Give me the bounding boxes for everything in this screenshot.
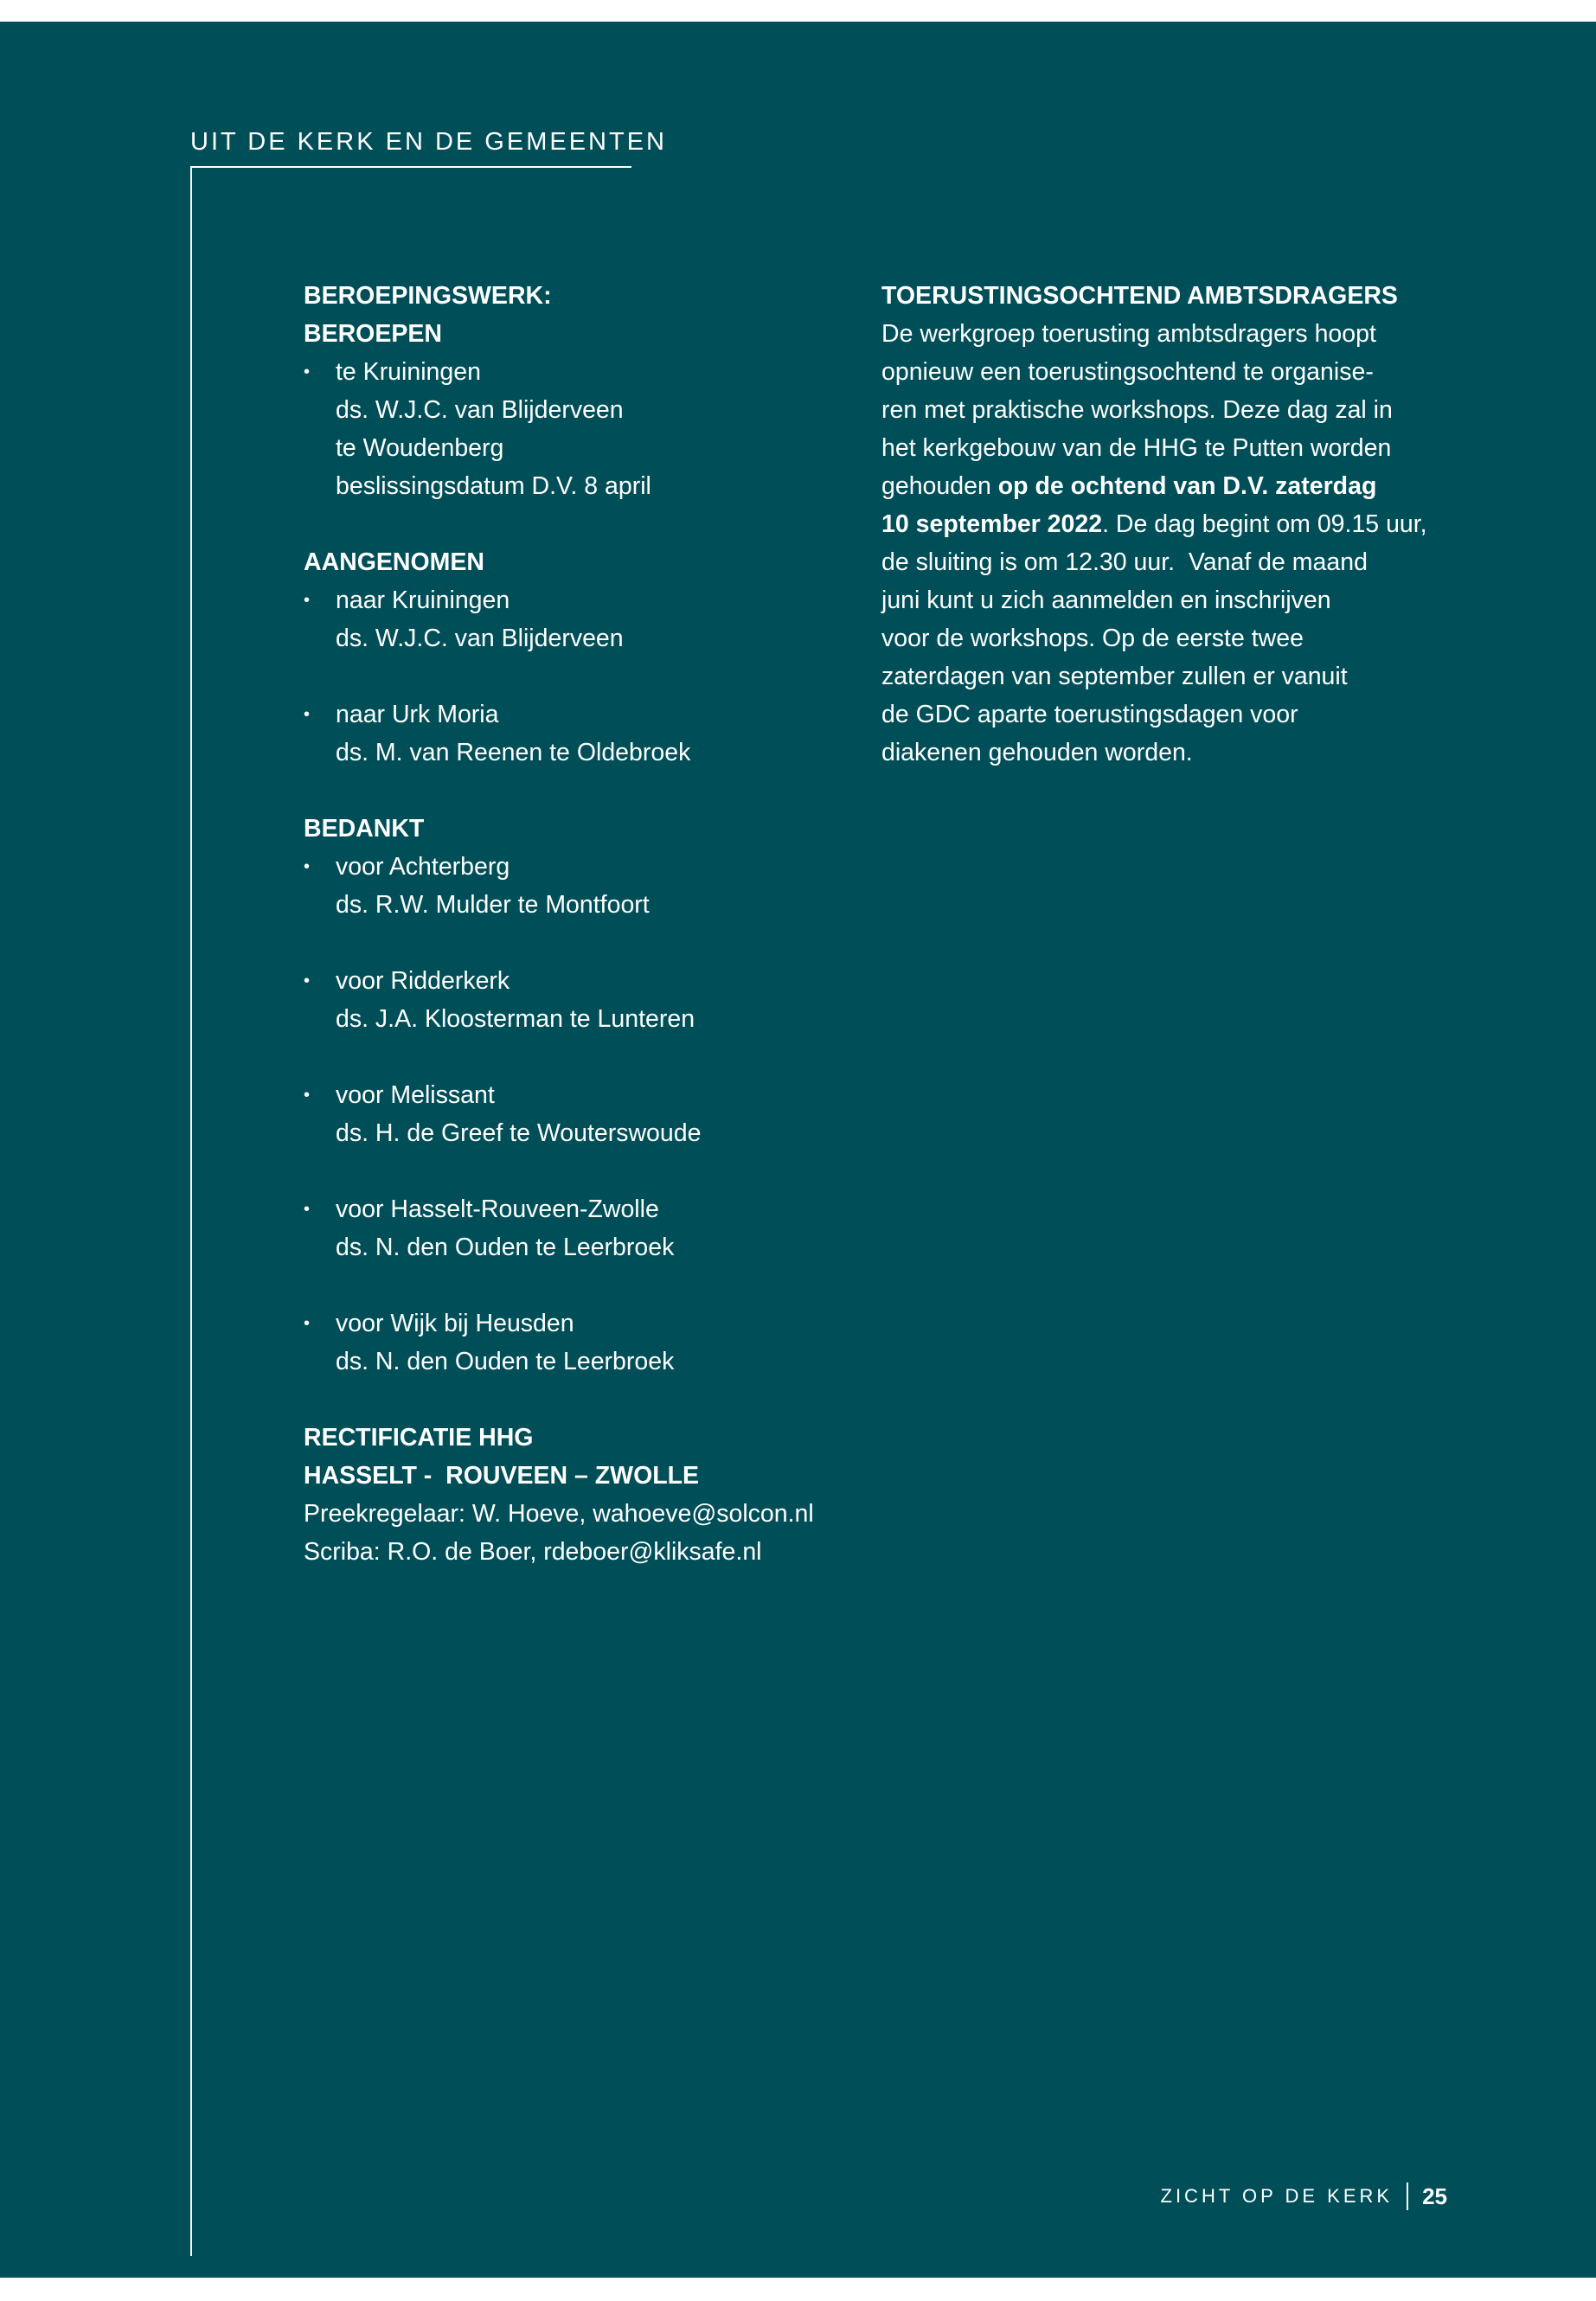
right-column <box>881 277 1435 772</box>
bullet-icon: • <box>304 971 311 990</box>
beroepen-heading: BEROEPEN <box>304 320 442 348</box>
magazine-title: ZICHT OP DE KERK <box>1160 2185 1394 2207</box>
bullet-icon: • <box>304 591 311 610</box>
list-item-detail: ds. J.A. Kloosterman te Lunteren <box>336 1005 695 1033</box>
bullet-icon: • <box>304 362 311 381</box>
list-item-detail: ds. R.W. Mulder te Montfoort <box>336 891 650 919</box>
toerusting-heading: TOERUSTINGSOCHTEND AMBTSDRAGERS <box>881 282 1398 310</box>
beroepingswerk-heading: BEROEPINGSWERK: <box>304 282 552 310</box>
page-footer <box>1161 2182 1448 2210</box>
toerusting-line: voor de workshops. Op de eerste twee <box>881 625 1304 652</box>
list-item-detail: ds. H. de Greef te Wouterswoude <box>336 1119 702 1147</box>
list-item <box>304 1076 840 1152</box>
list-item <box>304 1190 840 1266</box>
list-item <box>304 962 840 1038</box>
vertical-rule <box>190 166 192 2256</box>
header-rule <box>190 166 631 168</box>
list-item-place: voor Hasselt-Rouveen-Zwolle <box>336 1195 659 1223</box>
toerusting-line: de sluiting is om 12.30 uur. Vanaf de maand <box>881 548 1368 576</box>
toerusting-date-highlight: op de ochtend van D.V. zaterdag <box>997 472 1377 500</box>
list-item-place: naar Kruiningen <box>336 586 510 614</box>
rectificatie-subheading: HASSELT - ROUVEEN – ZWOLLE <box>304 1462 700 1490</box>
toerusting-line: opnieuw een toerustingsochtend te organise- <box>881 358 1374 386</box>
list-item <box>304 581 840 657</box>
toerusting-line: zaterdagen van september zullen er vanuit <box>881 663 1348 690</box>
list-item-detail: ds. W.J.C. van Blijderveen <box>336 396 624 424</box>
beroepen-list <box>304 353 840 505</box>
toerusting-line: De werkgroep toerusting ambtsdragers hoopt <box>881 320 1376 348</box>
bullet-icon: • <box>304 1314 311 1333</box>
toerusting-date-highlight: 10 september 2022 <box>881 510 1103 538</box>
list-item <box>304 1304 840 1381</box>
footer-divider <box>1407 2182 1408 2210</box>
toerusting-line: diakenen gehouden worden. <box>881 739 1193 766</box>
list-item-detail: beslissingsdatum D.V. 8 april <box>336 472 651 500</box>
list-item <box>304 353 840 505</box>
list-item-place: te Kruiningen <box>336 358 481 386</box>
bedankt-heading: BEDANKT <box>304 815 425 843</box>
bullet-icon: • <box>304 1086 311 1105</box>
list-item-detail: ds. M. van Reenen te Oldebroek <box>336 739 691 766</box>
list-item-detail: ds. W.J.C. van Blijderveen <box>336 625 624 652</box>
rectificatie-heading: RECTIFICATIE HHG <box>304 1424 534 1452</box>
left-column <box>304 277 840 1571</box>
rectificatie-preekregelaar: Preekregelaar: W. Hoeve, wahoeve@solcon.nl <box>304 1500 814 1528</box>
toerusting-line: ren met praktische workshops. Deze dag zal in <box>881 396 1393 424</box>
rectificatie-scriba: Scriba: R.O. de Boer, rdeboer@kliksafe.nl <box>304 1538 762 1566</box>
toerusting-line: de GDC aparte toerustingsdagen voor <box>881 701 1298 728</box>
list-item-place: voor Achterberg <box>336 853 510 881</box>
bullet-icon: • <box>304 1200 311 1219</box>
toerusting-line <box>881 467 1435 505</box>
toerusting-line: juni kunt u zich aanmelden en inschrijven <box>881 586 1331 614</box>
list-item-detail: te Woudenberg <box>336 434 504 462</box>
toerusting-line <box>881 505 1435 543</box>
bullet-icon: • <box>304 705 311 724</box>
list-item <box>304 848 840 924</box>
list-item-place: voor Wijk bij Heusden <box>336 1310 574 1337</box>
bedankt-list <box>304 848 840 1381</box>
list-item-place: voor Melissant <box>336 1081 495 1109</box>
aangenomen-list <box>304 581 840 772</box>
list-item-detail: ds. N. den Ouden te Leerbroek <box>336 1348 675 1375</box>
toerusting-line: het kerkgebouw van de HHG te Putten worden <box>881 434 1392 462</box>
toerusting-text: . De dag begint om 09.15 uur, <box>1102 510 1427 538</box>
bottom-margin <box>0 2278 1596 2301</box>
section-title: UIT DE KERK EN DE GEMEENTEN <box>190 128 667 156</box>
list-item-place: voor Ridderkerk <box>336 967 510 995</box>
page-number: 25 <box>1422 2182 1447 2209</box>
toerusting-text: gehouden <box>881 472 998 500</box>
list-item-place: naar Urk Moria <box>336 701 499 728</box>
list-item-detail: ds. N. den Ouden te Leerbroek <box>336 1234 675 1261</box>
aangenomen-heading: AANGENOMEN <box>304 548 485 576</box>
bullet-icon: • <box>304 857 311 876</box>
list-item <box>304 695 840 772</box>
